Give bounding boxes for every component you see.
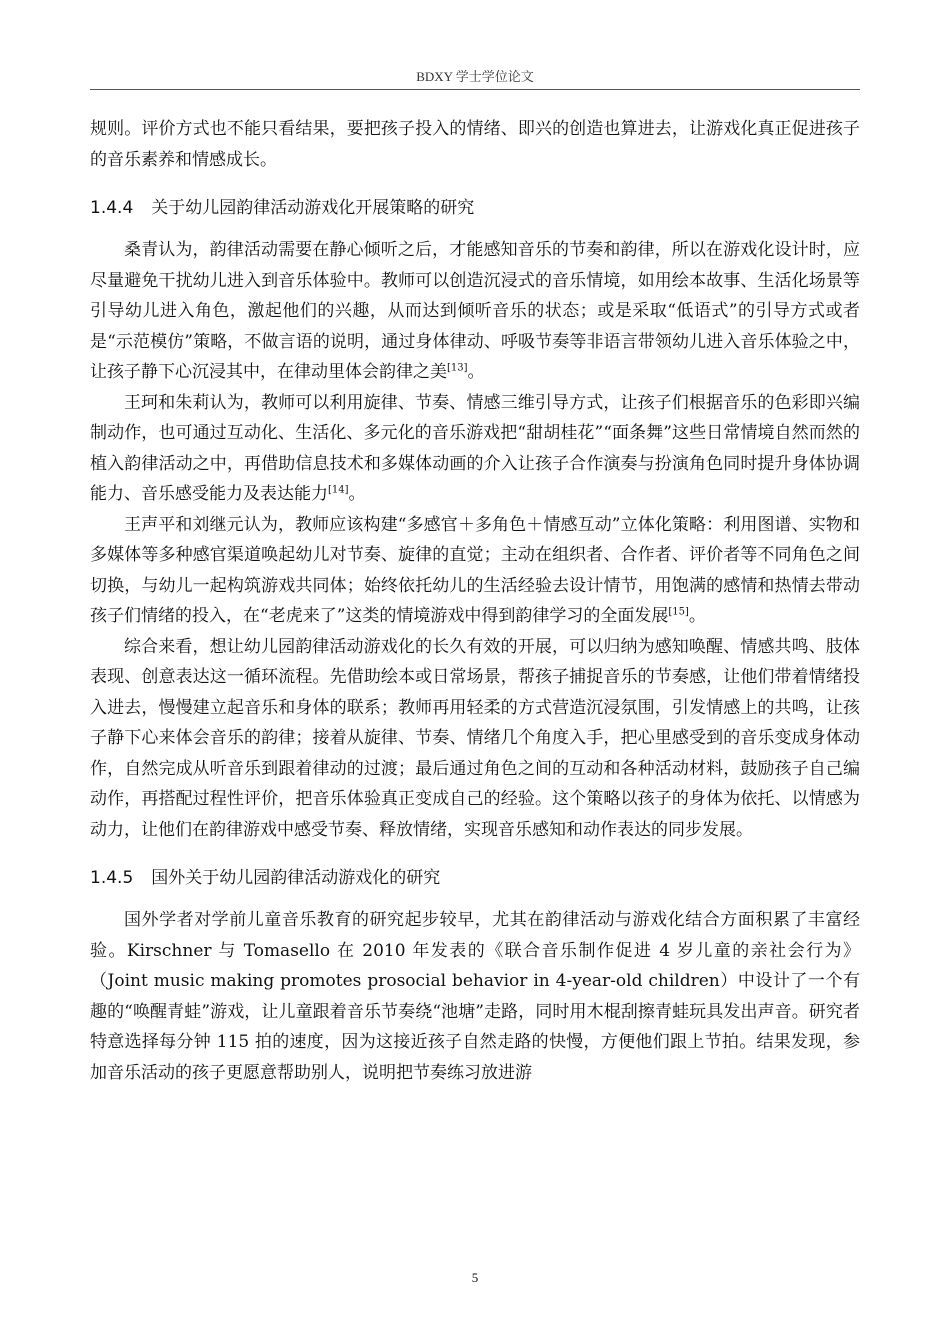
- paragraph-foreign-research: 国外学者对学前儿童音乐教育的研究起步较早，尤其在韵律活动与游戏化结合方面积累了丰富经验。Kirschner 与 Tomasello 在 2010 年发表的《联合音乐制作促进 4 岁儿童的亲社会行为》（Joint music making promotes prosocial behavior in 4-year-old children）中设计了一个有趣的“唤醒青蛙”游戏，让儿童跟着音乐节奏绕“池塘”走路，同时用木棍刮擦青蛙玩具发出声音。研究者特意选择每分钟 115 拍的速度，因为这接近孩子自然走路的快慢，方便他们跟上节拍。结果发现，参加音乐活动的孩子更愿意帮助别人，说明把节奏练习放进游: [90, 910, 860, 1083]
- section-title: 关于幼儿园韵律活动游戏化开展策略的研究: [151, 198, 475, 218]
- document-body: [90, 114, 860, 1088]
- citation-14: [14]: [328, 484, 349, 496]
- section-heading-1-4-5: [90, 866, 860, 890]
- intro-paragraph: 规则。评价方式也不能只看结果，要把孩子投入的情绪、即兴的创造也算进去，让游戏化真正促进孩子的音乐素养和情感成长。: [90, 119, 860, 170]
- paragraph-sangqing: 桑青认为，韵律活动需要在静心倾听之后，才能感知音乐的节奏和韵律，所以在游戏化设计时，应尽量避免干扰幼儿进入到音乐体验中。教师可以创造沉浸式的音乐情境，如用绘本故事、生活化场景等引导幼儿进入角色，激起他们的兴趣，从而达到倾听音乐的状态；或是采取“低语式”的引导方式或者是“示范模仿”策略，不做言语的说明，通过身体律动、呼吸节奏等非语言带领幼儿进入音乐体验之中，让孩子静下心沉浸其中，在律动里体会韵律之美[13]。: [90, 240, 860, 382]
- section-number: 1.4.5: [90, 868, 134, 888]
- header-divider: [90, 89, 860, 90]
- section-number: 1.4.4: [90, 198, 134, 218]
- paragraph-summary: 综合来看，想让幼儿园韵律活动游戏化的长久有效的开展，可以归纳为感知唤醒、情感共鸣、肢体表现、创意表达这一循环流程。先借助绘本或日常场景，帮孩子捕捉音乐的节奏感，让他们带着情绪投入进去，慢慢建立起音乐和身体的联系；教师再用轻柔的方式营造沉浸氛围，引发情感上的共鸣，让孩子静下心来体会音乐的韵律；接着从旋律、节奏、情绪几个角度入手，把心里感受到的音乐变成身体动作，自然完成从听音乐到跟着律动的过渡；最后通过角色之间的互动和各种活动材料，鼓励孩子自己编动作，再搭配过程性评价，把音乐体验真正变成自己的经验。这个策略以孩子的身体为依托、以情感为动力，让他们在韵律游戏中感受节奏、释放情绪，实现音乐感知和动作表达的同步发展。: [90, 636, 860, 840]
- running-header: BDXY 学士学位论文: [416, 69, 534, 84]
- citation-15: [15]: [668, 606, 689, 618]
- citation-13: [13]: [447, 362, 468, 374]
- paragraph-wangshengping: 王声平和刘继元认为，教师应该构建“多感官＋多角色＋情感互动”立体化策略：利用图谱、实物和多媒体等多种感官渠道唤起幼儿对节奏、旋律的直觉；主动在组织者、合作者、评价者等不同角色之间切换，与幼儿一起构筑游戏共同体；始终依托幼儿的生活经验去设计情节，用饱满的感情和热情去带动孩子们情绪的投入，在“老虎来了”这类的情境游戏中得到韵律学习的全面发展[15]。: [90, 514, 860, 626]
- page-number: 5: [471, 1270, 479, 1285]
- section-heading-1-4-4: [90, 196, 860, 220]
- section-title: 国外关于幼儿园韵律活动游戏化的研究: [151, 868, 441, 888]
- paragraph-wangke: 王珂和朱莉认为，教师可以利用旋律、节奏、情感三维引导方式，让孩子们根据音乐的色彩即兴编制动作，也可通过互动化、生活化、多元化的音乐游戏把“甜胡桂花”“面条舞”这些日常情境自然而然的植入韵律活动之中，再借助信息技术和多媒体动画的介入让孩子合作演奏与扮演角色同时提升身体协调能力、音乐感受能力及表达能力[14]。: [90, 392, 860, 504]
